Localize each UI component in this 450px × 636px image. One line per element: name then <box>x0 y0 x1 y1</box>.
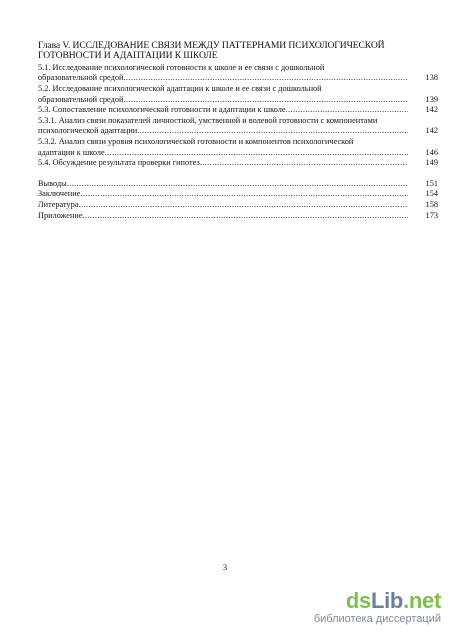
toc-page-number: 149 <box>425 158 438 168</box>
toc-entry-lead: образовательной средой <box>38 94 124 104</box>
toc-page-number: 142 <box>425 126 438 136</box>
dslib-logo <box>314 590 441 612</box>
toc-entry-conclusions <box>38 179 438 190</box>
toc-entry-first-line: 5.2. Исследование психологической адаптации к школе и ее связи с дошкольной <box>38 84 322 93</box>
toc-entry-lead: образовательной средой <box>38 73 124 83</box>
toc-entry-lead: Приложение <box>38 210 83 220</box>
dot-leader <box>105 148 408 159</box>
toc-page-number: 154 <box>425 189 438 199</box>
toc-entry-first-line: 5.3.2. Анализ связи уровня психологической готовности и компонентов психологической <box>38 136 354 146</box>
toc-entry-line <box>38 126 438 137</box>
table-of-contents <box>38 41 438 221</box>
toc-entry-appendix <box>38 211 438 222</box>
toc-entry-lead: 5.3. Сопоставление психологической готовности и адаптации к школе <box>38 105 286 115</box>
toc-page-number: 138 <box>425 73 438 83</box>
toc-entry-line <box>38 73 438 84</box>
dot-leader <box>137 126 408 137</box>
toc-page-number: 158 <box>425 199 438 209</box>
toc-entry-lead: Литература <box>38 199 79 209</box>
toc-entry-5-2 <box>38 84 438 105</box>
chapter-title: Глава V. ИССЛЕДОВАНИЕ СВЯЗИ МЕЖДУ ПАТТЕРНАМИ ПСИХОЛОГИЧЕСКОЙ ГОТОВНОСТИ И АДАПТАЦИИ К ШКОЛЕ <box>38 40 385 62</box>
logo-lib: Lib <box>370 588 404 613</box>
dot-leader <box>79 200 409 211</box>
toc-entry-first-line: 5.3.1. Анализ связи показателей личностной, умственной и волевой готовности с компонентами <box>38 115 378 125</box>
watermark-logo <box>314 590 441 626</box>
logo-tagline: библиотека диссертаций <box>313 613 441 625</box>
toc-entry-lead: 5.4. Обсуждение результата проверки гипотез <box>38 158 200 168</box>
toc-page-number: 146 <box>425 147 438 157</box>
dot-leader <box>286 105 408 116</box>
page-number: 3 <box>222 562 228 572</box>
toc-page-number: 139 <box>425 94 438 104</box>
toc-entry-summary <box>38 189 438 200</box>
spacer <box>38 169 438 179</box>
toc-entry-lead: психологической адаптации <box>38 126 138 136</box>
toc-page-number: 142 <box>425 105 438 115</box>
toc-entry-5-1 <box>38 63 438 84</box>
logo-ds: ds <box>345 588 371 613</box>
dot-leader <box>80 189 408 200</box>
toc-page-number: 173 <box>425 210 438 220</box>
toc-entry-lead: Выводы <box>38 178 67 188</box>
toc-page-number: 151 <box>425 178 438 188</box>
dot-leader <box>200 158 408 169</box>
logo-net: .net <box>403 588 441 613</box>
dot-leader <box>83 211 408 222</box>
dot-leader <box>123 95 408 106</box>
dot-leader <box>123 73 408 84</box>
toc-entry-5-3 <box>38 105 438 116</box>
toc-entry-lead: адаптации к школе <box>38 147 105 157</box>
toc-entry-5-4 <box>38 158 438 169</box>
toc-entry-literature <box>38 200 438 211</box>
toc-entry-lead: Заключение <box>38 189 81 199</box>
dot-leader <box>67 179 408 190</box>
toc-entry-5-3-2 <box>38 137 438 158</box>
toc-entry-line <box>38 148 438 159</box>
toc-entry-line <box>38 95 438 106</box>
toc-entry-5-3-1 <box>38 116 438 137</box>
toc-entry-first-line: 5.1. Исследование психологической готовности к школе и ее связи с дошкольной <box>38 62 325 72</box>
